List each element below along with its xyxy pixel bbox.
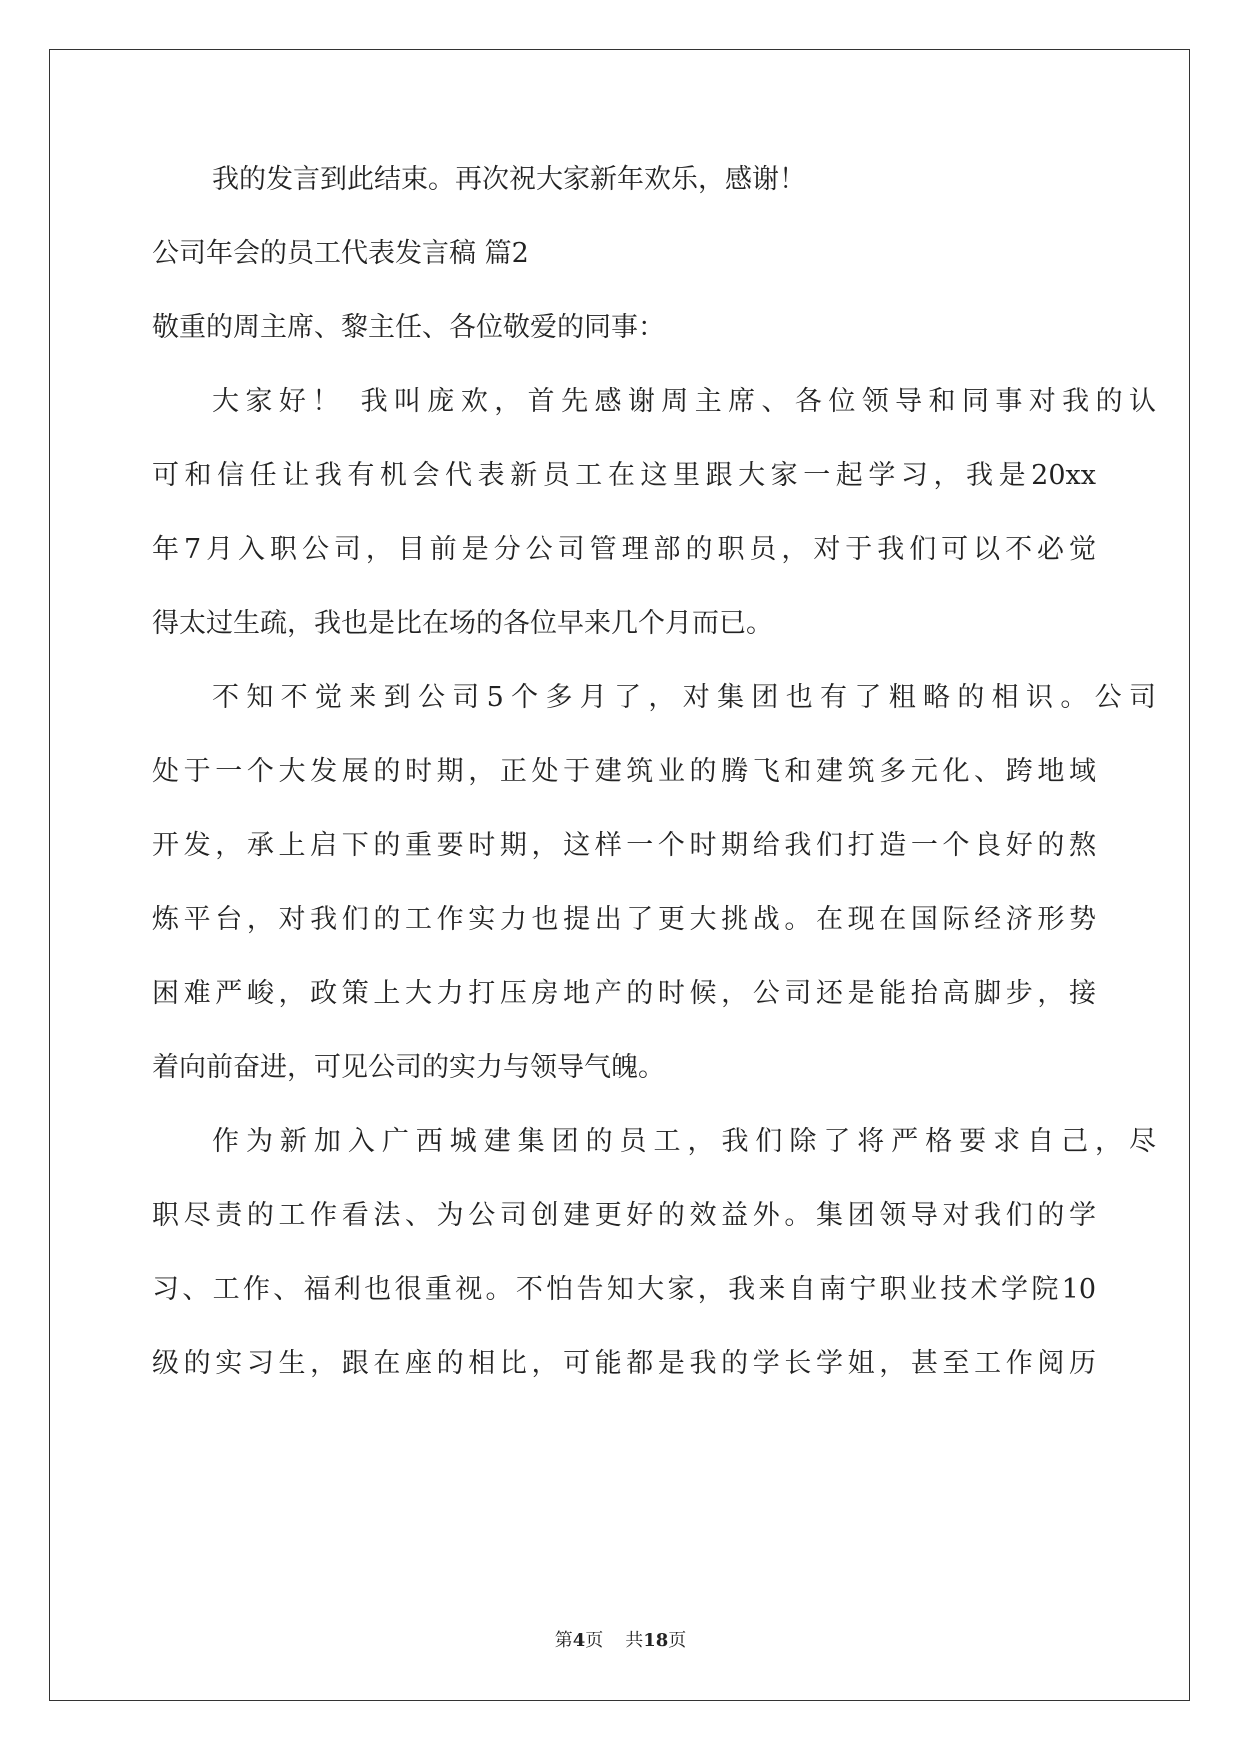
text-line: 着向前奋进，可见公司的实力与领导气魄。 — [152, 1052, 665, 1083]
text-line: 处于一个大发展的时期，正处于建筑业的腾飞和建筑多元化、跨地域 — [152, 756, 1096, 787]
total-pages-suffix: 页 — [668, 1630, 687, 1651]
text-line: 开发，承上启下的重要时期，这样一个时期给我们打造一个良好的熬 — [152, 830, 1096, 861]
text-line: 职尽责的工作看法、为公司创建更好的效益外。集团领导对我们的学 — [152, 1200, 1096, 1231]
total-pages-prefix: 共 — [625, 1630, 644, 1651]
document-body — [152, 163, 1156, 1421]
text-line: 得太过生疏，我也是比在场的各位早来几个月而已。 — [152, 608, 773, 639]
page-number-suffix: 页 — [585, 1630, 604, 1651]
text-line: 作为新加入广西城建集团的员工，我们除了将严格要求自己，尽 — [212, 1126, 1156, 1157]
text-line: 困难严峻，政策上大力打压房地产的时候，公司还是能抬高脚步，接 — [152, 978, 1096, 1009]
text-line: 敬重的周主席、黎主任、各位敬爱的同事： — [152, 312, 665, 343]
text-line: 不知不觉来到公司5个多月了，对集团也有了粗略的相识。公司 — [212, 682, 1156, 713]
text-line: 习、工作、福利也很重视。不怕告知大家，我来自南宁职业技术学院10 — [152, 1274, 1096, 1305]
total-page-count: 18 — [643, 1630, 669, 1651]
current-page-number: 4 — [572, 1630, 586, 1651]
text-line: 炼平台，对我们的工作实力也提出了更大挑战。在现在国际经济形势 — [152, 904, 1096, 935]
text-line: 公司年会的员工代表发言稿 篇2 — [152, 238, 529, 269]
page-number-prefix: 第 — [554, 1630, 573, 1651]
text-line: 我的发言到此结束。再次祝大家新年欢乐，感谢！ — [212, 164, 806, 195]
text-line: 级的实习生，跟在座的相比，可能都是我的学长学姐，甚至工作阅历 — [152, 1348, 1096, 1379]
text-line: 大家好！ 我叫庞欢，首先感谢周主席、各位领导和同事对我的认 — [212, 386, 1156, 417]
text-line: 年7月入职公司，目前是分公司管理部的职员，对于我们可以不必觉 — [152, 534, 1096, 565]
page-footer — [0, 1630, 1241, 1652]
text-line: 可和信任让我有机会代表新员工在这里跟大家一起学习，我是20xx — [152, 460, 1096, 491]
